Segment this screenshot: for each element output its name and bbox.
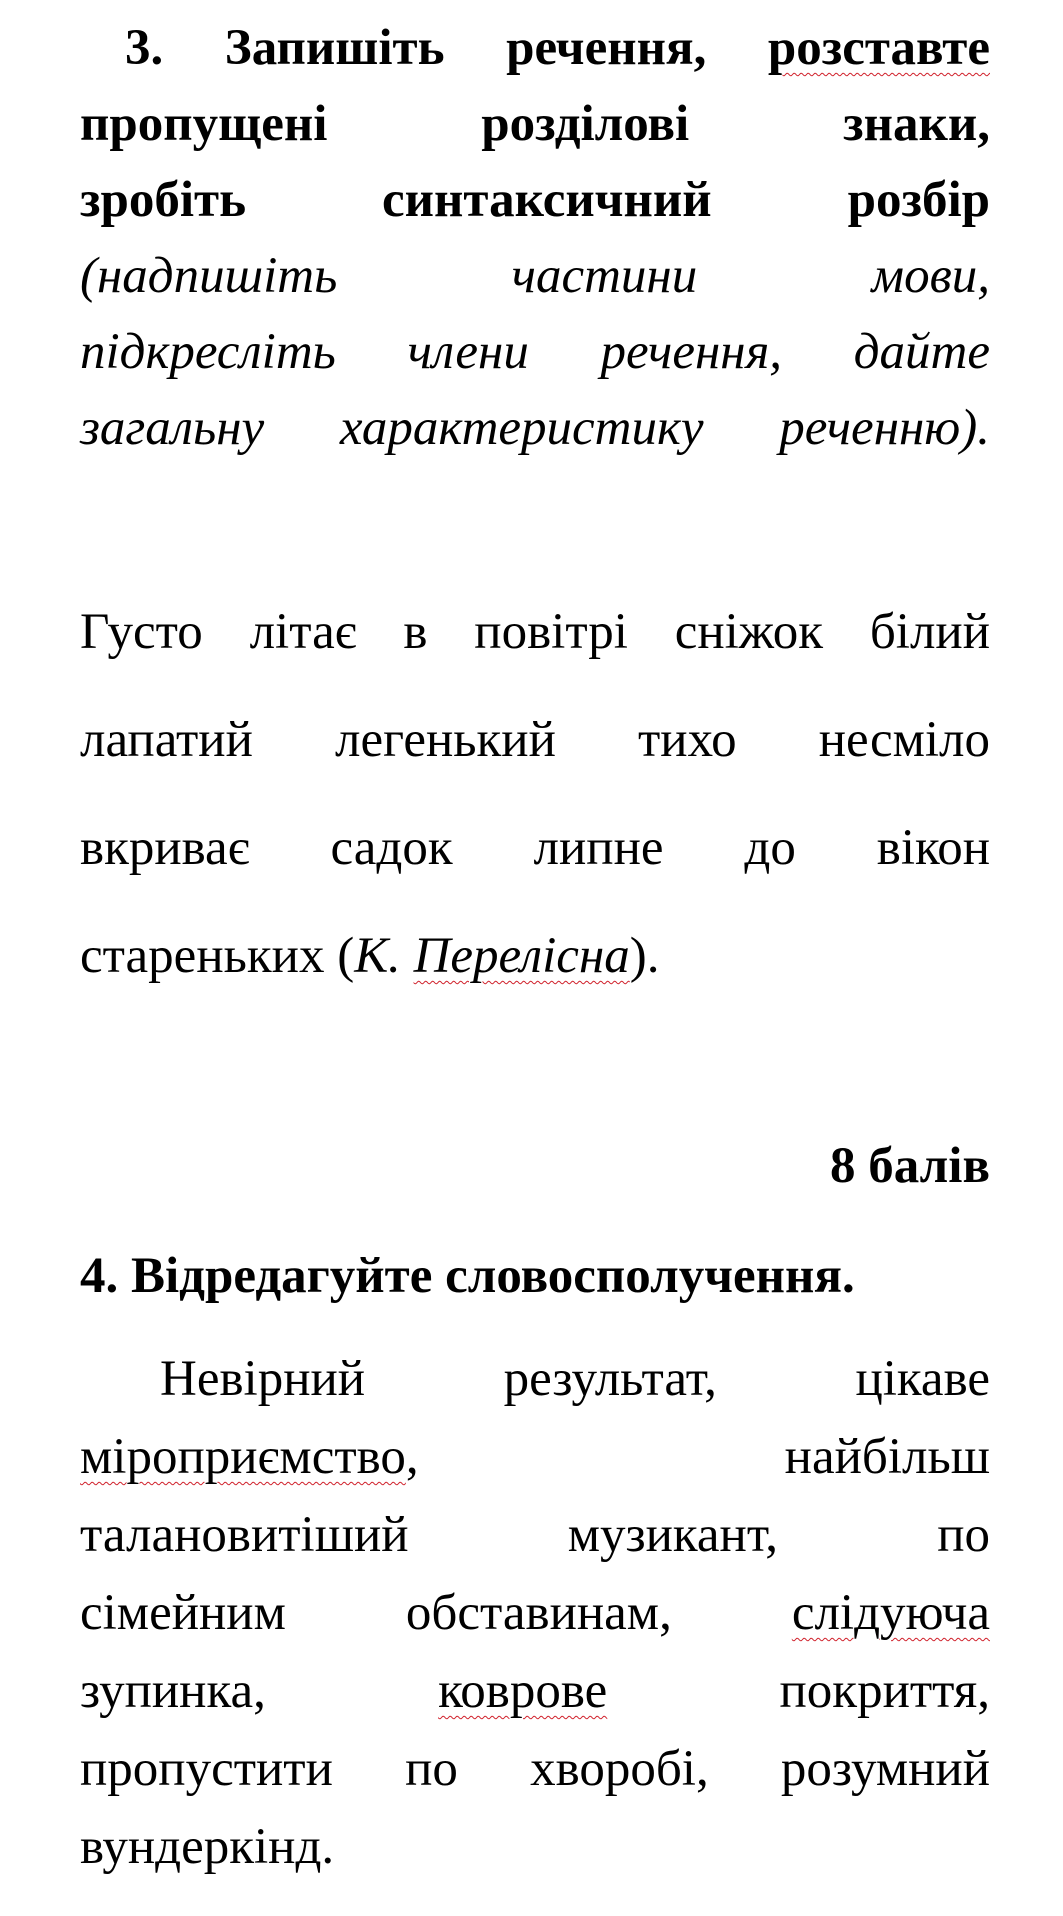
author-initial: К. xyxy=(354,928,414,984)
task-3 xyxy=(80,10,990,466)
task-3-heading-line-2: пропущені розділові знаки, xyxy=(80,96,990,152)
task-4-line-5 xyxy=(80,1652,990,1730)
score xyxy=(80,1128,990,1204)
score-label: 8 балів xyxy=(829,1138,990,1194)
task-3-instruction-line-2: підкресліть члени речення, дайте xyxy=(80,324,990,380)
task-3-sentence xyxy=(80,578,990,1010)
misspelled-word: коврове xyxy=(438,1663,608,1719)
task-4-line-5-start: зупинка, xyxy=(80,1663,439,1719)
task-4-line-7: вундеркінд. xyxy=(80,1819,335,1875)
task-4-line-2 xyxy=(80,1418,990,1496)
task-4-line-6: пропустити по хворобі, розумний xyxy=(80,1741,990,1797)
task-4-line-2-rest: , найбільш xyxy=(405,1429,990,1485)
misspelled-word: слідуюча xyxy=(791,1585,990,1641)
sentence-line-1: Густо літає в повітрі сніжок білий xyxy=(80,604,990,660)
task-3-heading-line-3: зробіть синтаксичний розбір xyxy=(80,172,990,228)
task-3-instruction-line-1: (надпишіть частини мови, xyxy=(80,248,990,304)
task-3-number: 3 xyxy=(125,20,151,76)
task-4-heading: 4. Відредагуйте словосполучення. xyxy=(80,1248,855,1304)
sentence-line-2: лапатий легенький тихо несміло xyxy=(80,712,990,768)
sentence-line-4-start: стареньких ( xyxy=(80,928,355,984)
task-4-line-4 xyxy=(80,1574,990,1652)
author-name: Перелісна xyxy=(413,928,630,984)
task-4-body xyxy=(80,1340,990,1886)
task-4-line-1: Невірний результат, цікаве xyxy=(160,1351,990,1407)
task-3-heading-line-1 xyxy=(80,10,990,86)
sentence-line-4 xyxy=(80,902,990,1010)
misspelled-word: розставте xyxy=(767,20,990,76)
sentence-tail: ). xyxy=(629,928,660,984)
misspelled-word: міроприємство xyxy=(80,1429,406,1485)
task-3-instruction-line-3: загальну характеристику реченню). xyxy=(80,400,990,456)
task-4-line-4-start: сімейним обставинам, xyxy=(80,1585,792,1641)
task-4-line-3: талановитіший музикант, по xyxy=(80,1507,990,1563)
task-4-line-5-rest: покриття, xyxy=(607,1663,990,1719)
sentence-line-3: вкриває садок липне до вікон xyxy=(80,820,990,876)
task-3-heading-text-1: . Запишіть речення, xyxy=(150,20,768,76)
task-4 xyxy=(80,1238,990,1314)
